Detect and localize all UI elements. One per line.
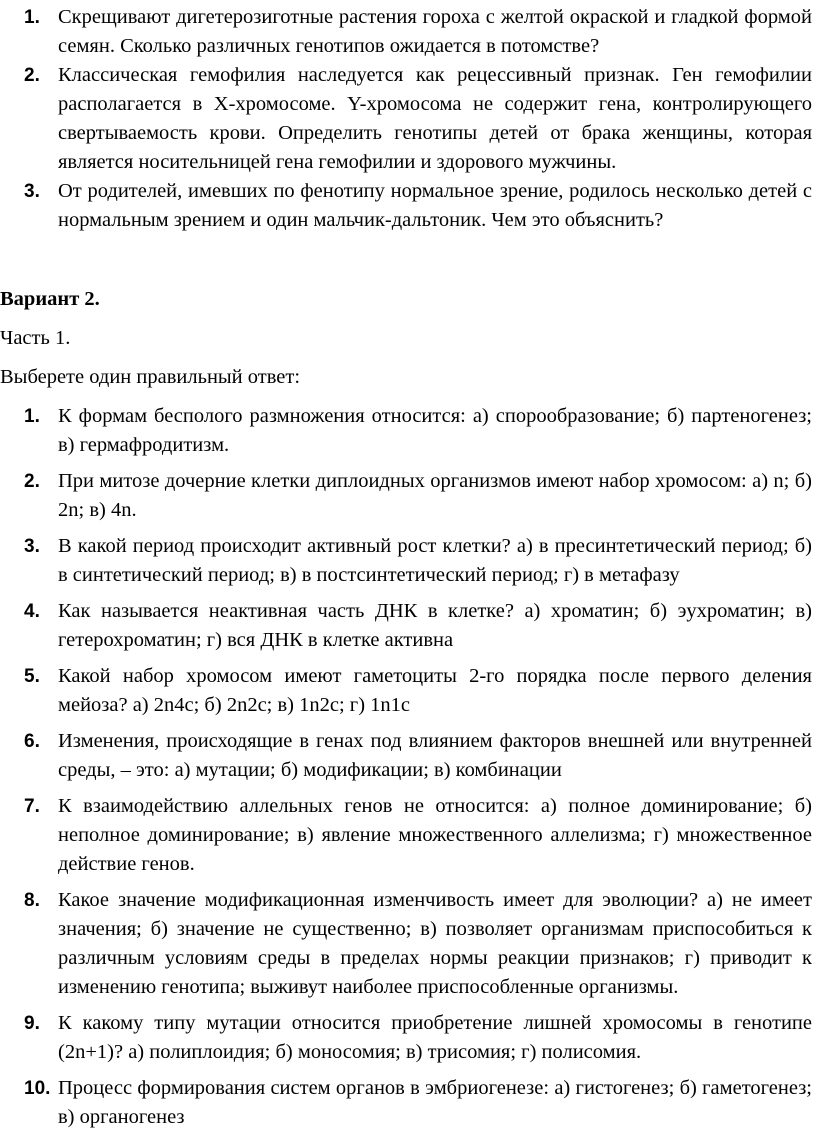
question-text: Процесс формирования систем органов в эмбриогенезе: а) гистогенез; б) гаметогенез; в) органогенез bbox=[58, 1077, 812, 1128]
question-number: 3. bbox=[24, 536, 40, 557]
question-number: 5. bbox=[24, 666, 40, 687]
task-number: 3. bbox=[24, 181, 40, 202]
question-number: 8. bbox=[24, 890, 40, 911]
task-text: Классическая гемофилия наследуется как рецессивный признак. Ген гемофилии располагается в Х-хромосоме. Y-хромосома не содержит гена, контролирующего свертываемость крови. Определить генотипы детей от брака женщины, которая является носительницей гена гемофилии и здорового мужчины. bbox=[58, 64, 812, 173]
question-item bbox=[24, 792, 812, 879]
question-item bbox=[24, 402, 812, 460]
question-text: К взаимодействию аллельных генов не относится: а) полное доминирование; б) неполное доминирование; в) явление множественного аллелизма; г) множественное действие генов. bbox=[58, 795, 812, 875]
question-item bbox=[24, 1074, 812, 1132]
question-number: 4. bbox=[24, 601, 40, 622]
question-number: 6. bbox=[24, 731, 40, 752]
question-text: Как называется неактивная часть ДНК в клетке? а) хроматин; б) эухроматин; в) гетерохроматин; г) вся ДНК в клетке активна bbox=[58, 600, 812, 651]
variant-title: Вариант 2. bbox=[0, 288, 100, 310]
question-text: Какой набор хромосом имеют гаметоциты 2-го порядка после первого деления мейоза? а) 2n4c; б) 2n2c; в) 1n2c; г) 1n1c bbox=[58, 665, 812, 716]
question-text: При митозе дочерние клетки диплоидных организмов имеют набор хромосом: а) n; б) 2n; в) 4n. bbox=[58, 470, 812, 521]
question-number: 9. bbox=[24, 1013, 40, 1034]
question-list bbox=[24, 402, 812, 1139]
task-text: Скрещивают дигетерозиготные растения гороха с желтой окраской и гладкой формой семян. Сколько различных генотипов ожидается в потомстве? bbox=[58, 6, 812, 57]
task-text: От родителей, имевших по фенотипу нормальное зрение, родилось несколько детей с нормальным зрением и один мальчик-дальтоник. Чем это объяснить? bbox=[58, 180, 812, 231]
question-text: Изменения, происходящие в генах под влиянием факторов внешней или внутренней среды, – это: а) мутации; б) модификации; в) комбинации bbox=[58, 730, 812, 781]
question-number: 7. bbox=[24, 796, 40, 817]
instruction-text: Выберете один правильный ответ: bbox=[0, 366, 301, 388]
question-item bbox=[24, 727, 812, 785]
question-text: Какое значение модификационная изменчивость имеет для эволюции? а) не имеет значения; б) значение не существенно; в) позволяет организмам приспособиться к различным условиям среды в пределах нормы реакции признаков; г) приводит к изменению генотипа; выживут наиболее приспособленные организмы. bbox=[58, 889, 812, 998]
task-item bbox=[24, 177, 812, 235]
question-item bbox=[24, 1009, 812, 1067]
question-text: К формам бесполого размножения относится: а) спорообразование; б) партеногенез; в) гермафродитизм. bbox=[58, 405, 812, 456]
question-number: 2. bbox=[24, 471, 40, 492]
question-number: 10. bbox=[24, 1078, 51, 1099]
question-item bbox=[24, 532, 812, 590]
task-list-part-2 bbox=[24, 3, 812, 235]
question-item bbox=[24, 662, 812, 720]
question-text: В какой период происходит активный рост клетки? а) в пресинтетический период; б) в синтетический период; в) в постсинтетический период; г) в метафазу bbox=[58, 535, 812, 586]
task-item bbox=[24, 61, 812, 177]
part-label: Часть 1. bbox=[0, 327, 71, 349]
question-item bbox=[24, 886, 812, 1002]
task-number: 2. bbox=[24, 65, 40, 86]
question-item bbox=[24, 597, 812, 655]
question-item bbox=[24, 467, 812, 525]
question-number: 1. bbox=[24, 406, 40, 427]
task-item bbox=[24, 3, 812, 61]
task-number: 1. bbox=[24, 7, 40, 28]
question-text: К какому типу мутации относится приобретение лишней хромосомы в генотипе (2n+1)? а) полиплоидия; б) моносомия; в) трисомия; г) полисомия. bbox=[58, 1012, 812, 1063]
